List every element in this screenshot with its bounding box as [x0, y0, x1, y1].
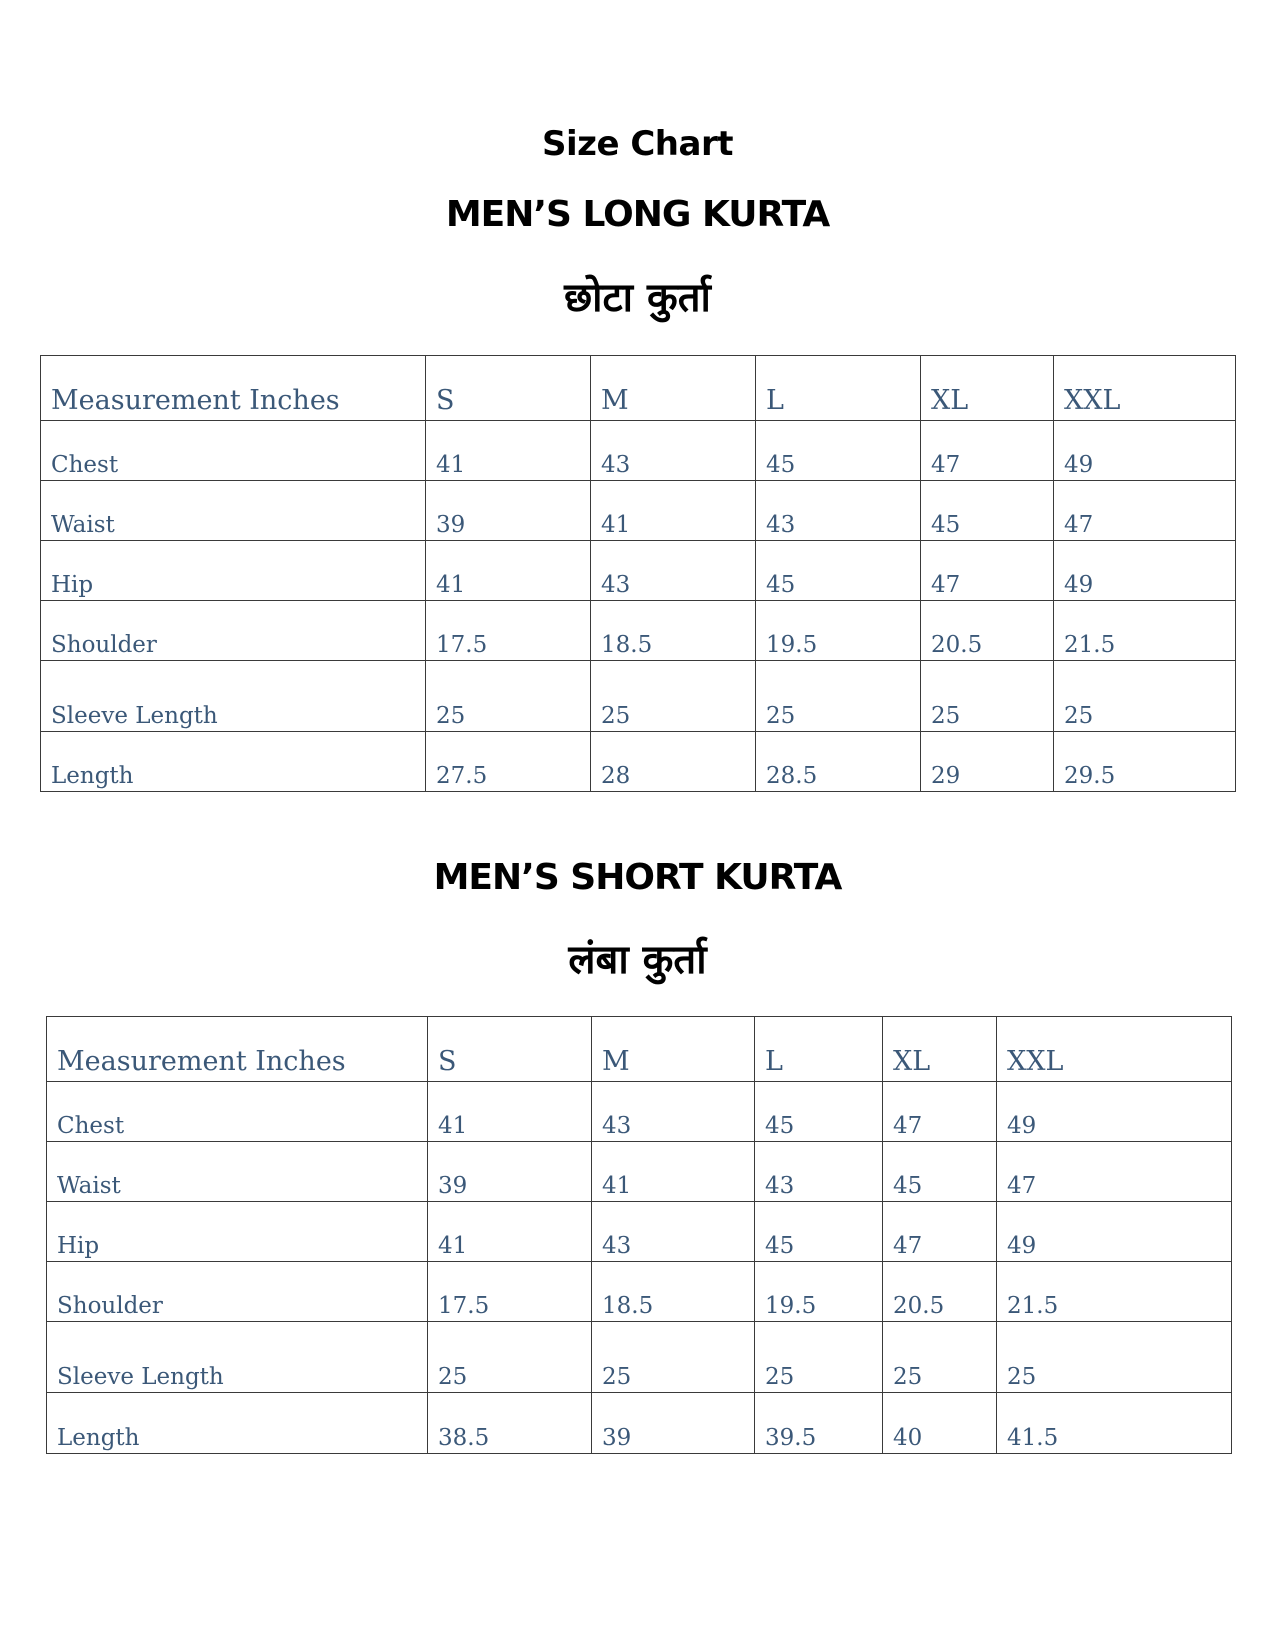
row-label: Length — [47, 1393, 428, 1454]
cell-value: 29 — [921, 732, 1054, 792]
cell-value: 41 — [591, 481, 756, 541]
cell-value: 47 — [1054, 481, 1236, 541]
table-row — [47, 1322, 1232, 1393]
table-row — [41, 481, 1236, 541]
cell-value: 19.5 — [756, 601, 921, 661]
cell-value: 21.5 — [997, 1262, 1232, 1322]
header-cell-s: S — [428, 1017, 592, 1082]
row-label: Hip — [47, 1202, 428, 1262]
row-label: Chest — [41, 421, 426, 481]
cell-value: 28 — [591, 732, 756, 792]
section-hindi-heading-long-kurta: छोटा कुर्ता — [564, 275, 711, 321]
cell-value: 27.5 — [426, 732, 591, 792]
cell-value: 38.5 — [428, 1393, 592, 1454]
cell-value: 17.5 — [426, 601, 591, 661]
cell-value: 25 — [883, 1322, 997, 1393]
cell-value: 49 — [1054, 421, 1236, 481]
cell-value: 41 — [428, 1082, 592, 1142]
row-label: Sleeve Length — [47, 1322, 428, 1393]
page-title: Size Chart — [542, 124, 733, 164]
size-table-short-kurta — [46, 1016, 1232, 1454]
cell-value: 18.5 — [592, 1262, 755, 1322]
row-label: Length — [41, 732, 426, 792]
row-label: Shoulder — [41, 601, 426, 661]
cell-value: 47 — [921, 421, 1054, 481]
section-heading-long-kurta: MEN’S LONG KURTA — [445, 194, 830, 235]
cell-value: 41.5 — [997, 1393, 1232, 1454]
header-cell-xxl: XXL — [997, 1017, 1232, 1082]
header-cell-m: M — [592, 1017, 755, 1082]
cell-value: 49 — [997, 1202, 1232, 1262]
header-cell-s: S — [426, 356, 591, 421]
cell-value: 19.5 — [755, 1262, 883, 1322]
row-label: Waist — [41, 481, 426, 541]
cell-value: 45 — [755, 1082, 883, 1142]
cell-value: 40 — [883, 1393, 997, 1454]
header-cell-l: L — [756, 356, 921, 421]
header-cell-measurement: Measurement Inches — [41, 356, 426, 421]
header-cell-xl: XL — [921, 356, 1054, 421]
cell-value: 45 — [755, 1202, 883, 1262]
header-cell-measurement: Measurement Inches — [47, 1017, 428, 1082]
row-label: Chest — [47, 1082, 428, 1142]
cell-value: 47 — [883, 1082, 997, 1142]
table-row — [47, 1142, 1232, 1202]
cell-value: 43 — [592, 1082, 755, 1142]
cell-value: 25 — [426, 661, 591, 732]
section-heading-short-kurta: MEN’S SHORT KURTA — [433, 857, 842, 898]
cell-value: 41 — [428, 1202, 592, 1262]
header-cell-m: M — [591, 356, 756, 421]
header-cell-xl: XL — [883, 1017, 997, 1082]
table-row — [41, 661, 1236, 732]
header-cell-xxl: XXL — [1054, 356, 1236, 421]
cell-value: 39 — [426, 481, 591, 541]
cell-value: 25 — [592, 1322, 755, 1393]
cell-value: 39.5 — [755, 1393, 883, 1454]
section-hindi-heading-short-kurta: लंबा कुर्ता — [568, 937, 707, 983]
cell-value: 39 — [428, 1142, 592, 1202]
cell-value: 49 — [1054, 541, 1236, 601]
cell-value: 43 — [591, 541, 756, 601]
cell-value: 49 — [997, 1082, 1232, 1142]
cell-value: 43 — [591, 421, 756, 481]
cell-value: 43 — [756, 481, 921, 541]
cell-value: 25 — [756, 661, 921, 732]
row-label: Sleeve Length — [41, 661, 426, 732]
table-row — [47, 1262, 1232, 1322]
cell-value: 25 — [591, 661, 756, 732]
table-row — [41, 421, 1236, 481]
size-table-long-kurta — [40, 355, 1236, 792]
cell-value: 45 — [756, 541, 921, 601]
cell-value: 47 — [997, 1142, 1232, 1202]
header-cell-l: L — [755, 1017, 883, 1082]
cell-value: 47 — [883, 1202, 997, 1262]
table-header-row — [47, 1017, 1232, 1082]
cell-value: 45 — [883, 1142, 997, 1202]
cell-value: 25 — [997, 1322, 1232, 1393]
cell-value: 41 — [426, 541, 591, 601]
cell-value: 29.5 — [1054, 732, 1236, 792]
cell-value: 28.5 — [756, 732, 921, 792]
cell-value: 41 — [592, 1142, 755, 1202]
table-row — [41, 541, 1236, 601]
cell-value: 43 — [755, 1142, 883, 1202]
cell-value: 25 — [1054, 661, 1236, 732]
cell-value: 21.5 — [1054, 601, 1236, 661]
cell-value: 25 — [755, 1322, 883, 1393]
cell-value: 20.5 — [883, 1262, 997, 1322]
table-row — [41, 601, 1236, 661]
cell-value: 41 — [426, 421, 591, 481]
row-label: Shoulder — [47, 1262, 428, 1322]
cell-value: 47 — [921, 541, 1054, 601]
table-row — [47, 1082, 1232, 1142]
cell-value: 25 — [428, 1322, 592, 1393]
cell-value: 25 — [921, 661, 1054, 732]
cell-value: 43 — [592, 1202, 755, 1262]
cell-value: 39 — [592, 1393, 755, 1454]
table-row — [41, 732, 1236, 792]
table-row — [47, 1393, 1232, 1454]
cell-value: 45 — [921, 481, 1054, 541]
table-row — [47, 1202, 1232, 1262]
cell-value: 20.5 — [921, 601, 1054, 661]
row-label: Hip — [41, 541, 426, 601]
cell-value: 17.5 — [428, 1262, 592, 1322]
row-label: Waist — [47, 1142, 428, 1202]
cell-value: 18.5 — [591, 601, 756, 661]
cell-value: 45 — [756, 421, 921, 481]
table-header-row — [41, 356, 1236, 421]
